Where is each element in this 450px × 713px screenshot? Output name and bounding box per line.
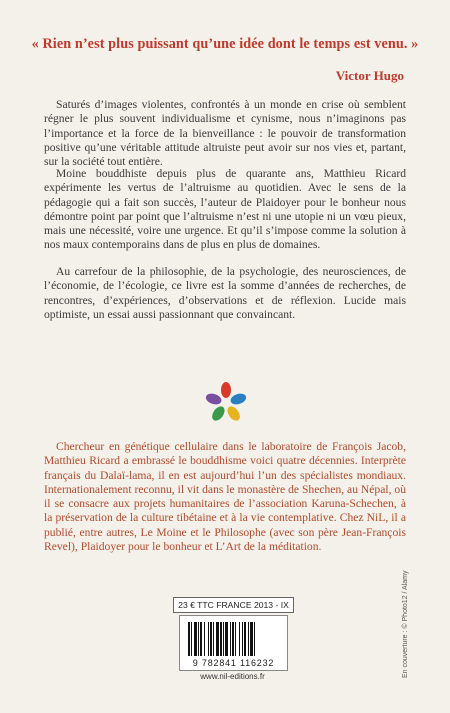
price-label: 23 € TTC FRANCE 2013 - IX	[173, 597, 294, 613]
author-biography: Chercheur en génétique cellulaire dans le laboratoire de François Jacob, Matthieu Ricard a embrassé le bouddhisme voici quatre décennies. Interprète français du Dalaï-lama, il en est aujourd’hui l’un des spécialistes mondiaux. Internationalement reconnu, il vit dans le monastère de Shechen, au Népal, où il se consacre aux projets humanitaires de l’association Karuna-Schechen, à la préservation de la culture tibétaine et à la vie contemplative. Chez NiL, il a publié, entre autres, Le Moine et le Philosophe (avec son père Jean-François Revel), Plaidoyer pour le bonheur et L’Art de la méditation.	[44, 440, 406, 554]
hand-icon	[225, 404, 242, 423]
hands-logo-icon	[204, 380, 248, 426]
summary-paragraph-1: Saturés d’images violentes, confrontés à un monde en crise où semblent régner le plus souvent individualisme et cynisme, nous n’imaginons pas l’importance et la force de la bienveillance : le pouvoir de transformation positive qu’une véritable attitude altruiste peut avoir sur nos vies et, partant, sur la société tout entière.	[44, 98, 406, 169]
hand-icon	[221, 382, 231, 398]
cover-photo-credit: En couverture : © Photo12 / Alamy	[402, 570, 409, 678]
epigraph-author: Victor Hugo	[335, 68, 404, 83]
summary-paragraph-3: Au carrefour de la philosophie, de la psychologie, des neurosciences, de l’économie, de l’écologie, ce livre est la somme d’années de recherches, de rencontres, d’expériences, d’observations et de réflexion. Lucide mais optimiste, un essai aussi passionnant que convaincant.	[44, 265, 406, 321]
hand-icon	[210, 404, 227, 423]
hand-icon	[229, 392, 247, 406]
isbn-number: 9 782841 116232	[192, 658, 275, 668]
epigraph-quote: « Rien n’est plus puissant qu’une idée dont le temps est venu. »	[31, 36, 419, 52]
publisher-website: www.nil-editions.fr	[200, 672, 265, 681]
summary-paragraph-2: Moine bouddhiste depuis plus de quarante ans, Matthieu Ricard expérimente les vertus de l’altruisme au quotidien. Avec le sens de la pédagogie qui a fait son succès, l’auteur de Plaidoyer pour le bonheur nous démontre point par point que l’altruisme n’est ni une utopie ni un vœu pieux, mais une nécessité, voire une urgence. Et qu’il s’impose comme la solution à nos maux contemporains dans de plus en plus de domaines.	[44, 167, 406, 252]
barcode-bars-icon	[188, 622, 279, 656]
barcode	[179, 615, 288, 671]
hand-icon	[204, 392, 222, 406]
